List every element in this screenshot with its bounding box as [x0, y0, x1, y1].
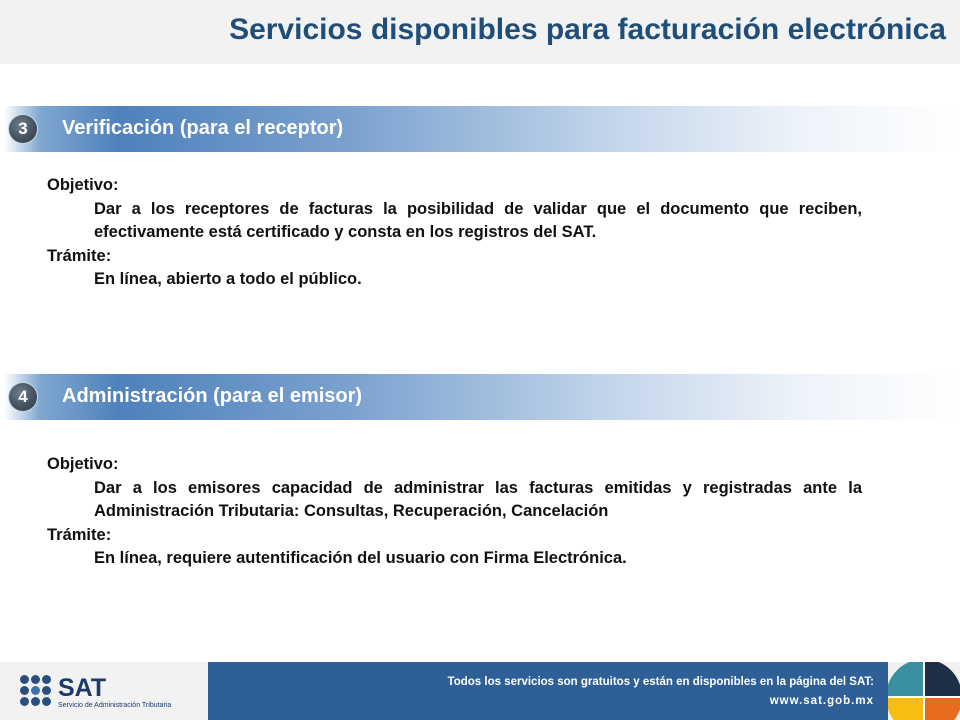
footer-band [208, 662, 888, 720]
section-header-administracion [0, 374, 960, 420]
section-title: Verificación (para el receptor) [62, 117, 344, 139]
objetivo-text: Dar a los emisores capacidad de administrar las facturas emitidas y registradas ante la Administración Tributaria: Consultas, Recuperación, Cancelación [94, 478, 862, 520]
sat-logo-subtitle: Servicio de Administración Tributaria [58, 702, 172, 709]
sat-logo-dots-icon [20, 675, 52, 707]
page-title: Servicios disponibles para facturación electrónica [229, 13, 946, 46]
section-content-verificacion [47, 174, 862, 292]
section-number-badge: 4 [9, 383, 37, 411]
section-header-verificacion [0, 106, 960, 152]
objetivo-label: Objetivo: [47, 176, 119, 194]
title-bar [0, 0, 960, 64]
tramite-text: En línea, abierto a todo el público. [94, 270, 362, 288]
section-title: Administración (para el emisor) [62, 385, 363, 407]
section-content-administracion [47, 453, 862, 571]
sat-logo [0, 662, 208, 720]
footer [0, 662, 960, 720]
tramite-text: En línea, requiere autentificación del usuario con Firma Electrónica. [94, 549, 627, 567]
footer-url[interactable]: www.sat.gob.mx [769, 695, 874, 707]
pie-logo-icon [888, 662, 960, 720]
sat-logo-text: SAT [58, 674, 107, 702]
tramite-label: Trámite: [47, 246, 112, 265]
objetivo-text: Dar a los receptores de facturas la posibilidad de validar que el documento que reciben, efectivamente está certificado y consta en los registros del SAT. [94, 199, 862, 241]
section-number-badge: 3 [9, 115, 37, 143]
footer-note: Todos los servicios son gratuitos y están en disponibles en la página del SAT: [447, 676, 874, 688]
tramite-label: Trámite: [47, 525, 112, 544]
objetivo-label: Objetivo: [47, 455, 119, 473]
